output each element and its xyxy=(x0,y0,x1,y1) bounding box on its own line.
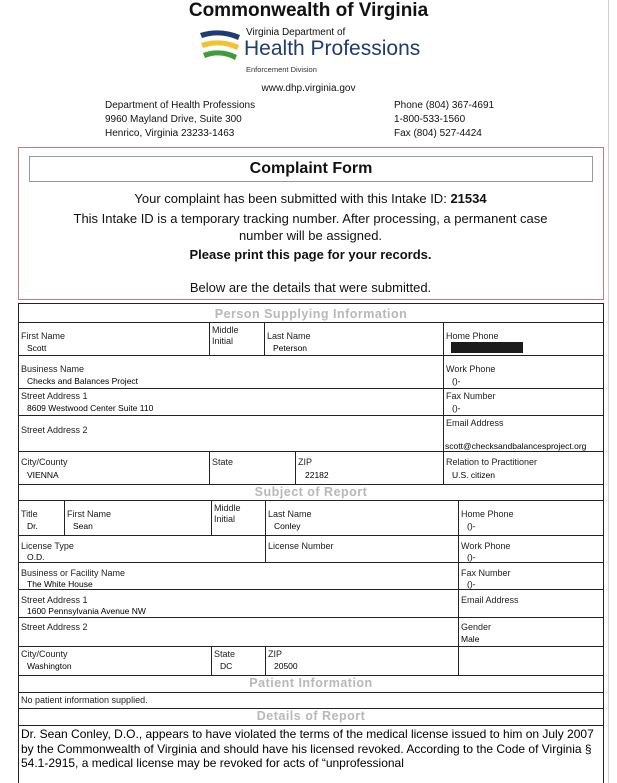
department-address xyxy=(105,99,255,141)
logo-line-2: Health Professions xyxy=(244,37,421,60)
person-middle-label: Middle xyxy=(212,325,239,335)
person-first-name-label: First Name xyxy=(21,331,66,341)
complaint-form-title: Complaint Form xyxy=(29,156,593,182)
dhp-logo xyxy=(198,25,438,77)
subject-city-value: Washington xyxy=(27,661,72,671)
submission-box xyxy=(18,147,604,300)
subject-street2-label: Street Address 2 xyxy=(21,622,88,632)
subject-fax-label: Fax Number xyxy=(461,568,511,578)
subject-fax-value: ()- xyxy=(467,579,476,589)
phone-line: Fax (804) 527-4424 xyxy=(394,128,482,139)
subject-business-label: Business or Facility Name xyxy=(21,568,126,578)
person-home-phone-label: Home Phone xyxy=(446,331,499,341)
person-email-value: scott@checksandbalancesproject.org xyxy=(445,441,587,451)
section-patient-title: Patient Information xyxy=(249,676,373,690)
complaint-details-table xyxy=(18,303,604,783)
temp-notice-2: number will be assigned. xyxy=(238,228,383,243)
subject-street1-value: 1600 Pennsylvania Avenue NW xyxy=(27,606,146,616)
department-phones xyxy=(394,99,494,141)
subject-license-type-label: License Type xyxy=(21,541,74,551)
person-relation-value: U.S. citizen xyxy=(452,470,495,480)
temp-notice-1: This Intake ID is a temporary tracking number. After processing, a permanent case xyxy=(73,211,548,226)
person-work-phone-value: ()- xyxy=(452,376,461,386)
website-url[interactable]: www.dhp.virginia.gov xyxy=(261,83,356,94)
person-middle-label-2: Initial xyxy=(212,336,234,346)
subject-business-value: The White House xyxy=(27,579,93,589)
person-fax-value: ()- xyxy=(452,403,461,413)
intake-line xyxy=(19,191,602,207)
person-first-name-value: Scott xyxy=(27,343,47,353)
logo-line-1: Virginia Department of xyxy=(246,27,346,38)
person-business-value: Checks and Balances Project xyxy=(27,376,139,386)
subject-title-label: Title xyxy=(21,509,38,519)
person-street1-label: Street Address 1 xyxy=(21,391,88,401)
subject-state-value: DC xyxy=(220,661,233,671)
subject-zip-value: 20500 xyxy=(274,661,298,671)
page-edge xyxy=(608,0,609,783)
person-work-phone-label: Work Phone xyxy=(446,364,496,374)
subject-home-phone-label: Home Phone xyxy=(461,509,514,519)
subject-work-phone-label: Work Phone xyxy=(461,541,511,551)
subject-work-phone-value: ()- xyxy=(467,552,476,562)
subject-first-name-value: Sean xyxy=(73,521,93,531)
subject-license-number-label: License Number xyxy=(268,541,334,551)
subject-first-name-label: First Name xyxy=(67,509,112,519)
subject-state-label: State xyxy=(214,649,236,659)
section-details-title: Details of Report xyxy=(256,709,366,723)
subject-city-label: City/County xyxy=(21,649,68,659)
phone-line: Phone (804) 367-4691 xyxy=(394,100,495,111)
address-line: Department of Health Professions xyxy=(105,100,256,111)
person-relation-label: Relation to Practitioner xyxy=(446,457,538,467)
section-subject-title: Subject of Report xyxy=(254,485,368,499)
patient-note: No patient information supplied. xyxy=(21,695,148,705)
details-note: Below are the details that were submitted. xyxy=(189,280,432,295)
subject-last-name-value: Conley xyxy=(274,521,301,531)
person-state-label: State xyxy=(212,457,234,467)
person-street1-value: 8609 Westwood Center Suite 110 xyxy=(27,403,154,413)
subject-gender-label: Gender xyxy=(461,622,492,632)
subject-last-name-label: Last Name xyxy=(268,509,312,519)
subject-home-phone-value: ()- xyxy=(467,521,476,531)
person-city-label: City/County xyxy=(21,457,68,467)
logo-line-3: Enforcement Division xyxy=(246,65,317,74)
subject-title-value: Dr. xyxy=(27,521,38,531)
subject-middle-label: Middle xyxy=(214,503,241,513)
address-line: Henrico, Virginia 23233-1463 xyxy=(105,128,235,139)
phone-line: 1-800-533-1560 xyxy=(394,114,466,125)
subject-gender-value: Male xyxy=(461,634,480,644)
swoosh-logo-icon xyxy=(198,27,242,71)
redacted-phone xyxy=(451,342,523,353)
subject-zip-label: ZIP xyxy=(268,649,283,659)
address-line: 9960 Mayland Drive, Suite 300 xyxy=(105,114,242,125)
subject-license-type-value: O.D. xyxy=(27,552,45,562)
person-street2-label: Street Address 2 xyxy=(21,425,88,435)
person-city-value: VIENNA xyxy=(27,470,59,480)
subject-email-label: Email Address xyxy=(461,595,519,605)
page-title: Commonwealth of Virginia xyxy=(188,0,429,21)
person-business-label: Business Name xyxy=(21,364,85,374)
person-last-name-value: Peterson xyxy=(273,343,308,353)
person-zip-label: ZIP xyxy=(298,457,313,467)
subject-middle-label-2: Initial xyxy=(214,514,236,524)
person-email-label: Email Address xyxy=(446,418,504,428)
section-person-title: Person Supplying Information xyxy=(214,307,408,321)
subject-street1-label: Street Address 1 xyxy=(21,595,88,605)
intake-text: Your complaint has been submitted with this Intake ID: xyxy=(134,191,447,206)
person-fax-label: Fax Number xyxy=(446,391,496,401)
print-note: Please print this page for your records. xyxy=(189,247,432,262)
report-details-text: Dr. Sean Conley, D.O., appears to have violated the terms of the medical license issued to him on July 2007 by the Commonwealth of Virginia and should have his licensed revoked. According to the Code of Virginia § 54.1-2915, a medical license may be revoked for acts of “unprofessional xyxy=(21,727,594,770)
person-last-name-label: Last Name xyxy=(267,331,311,341)
person-zip-value: 22182 xyxy=(305,470,329,480)
intake-id: 21534 xyxy=(450,191,487,206)
